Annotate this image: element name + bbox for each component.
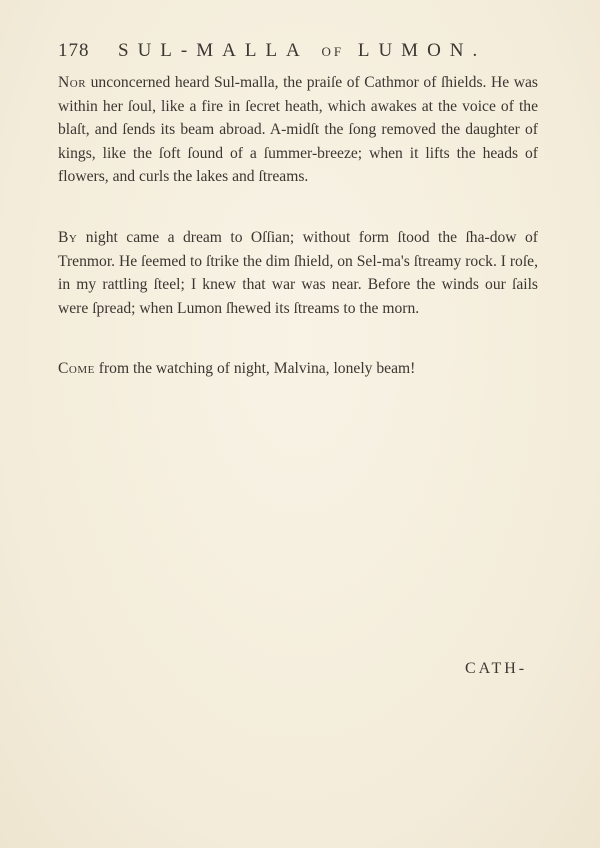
- running-title: [118, 40, 486, 62]
- paragraph-3-text: from the watching of night, Malvina, lonely beam!: [94, 360, 416, 377]
- title-part-1: SUL-MALLA: [118, 40, 308, 61]
- page-number: 178: [58, 40, 90, 61]
- paragraph-1-text: unconcerned heard Sul-malla, the praiſe of Cathmor of ſhields. He was within her ſoul, like a fire in ſecret heath, which awakes at the voice of the blaſt, and ſends its beam abroad. A-midſt the ſong removed the daughter of kings, like the ſoft ſound of a ſummer-breeze; when it lifts the heads of flowers, and curls the lakes and ſtreams.: [58, 74, 538, 186]
- title-part-2: LUMON.: [357, 40, 487, 61]
- paragraph-2-text: night came a dream to Oſſian; without form ſtood the ſha-dow of Trenmor. He ſeemed to ſtrike the dim ſhield, on Sel-ma's ſtreamy rock. I roſe, in my rattling ſteel; I knew that war was near. Before the winds our ſails were ſpread; when Lumon ſhewed its ſtreams to the morn.: [58, 229, 538, 317]
- title-connector: OF: [321, 44, 345, 59]
- paragraph-1: [58, 71, 538, 189]
- paragraph-3-lead: Come: [58, 360, 95, 377]
- paragraph-1-lead: Nor: [58, 74, 87, 91]
- paragraph-2-lead: By: [58, 229, 78, 246]
- running-header: [58, 38, 538, 66]
- paragraph-3: [58, 357, 538, 381]
- catchword: CATH-: [465, 660, 528, 677]
- paragraph-2: [58, 226, 538, 320]
